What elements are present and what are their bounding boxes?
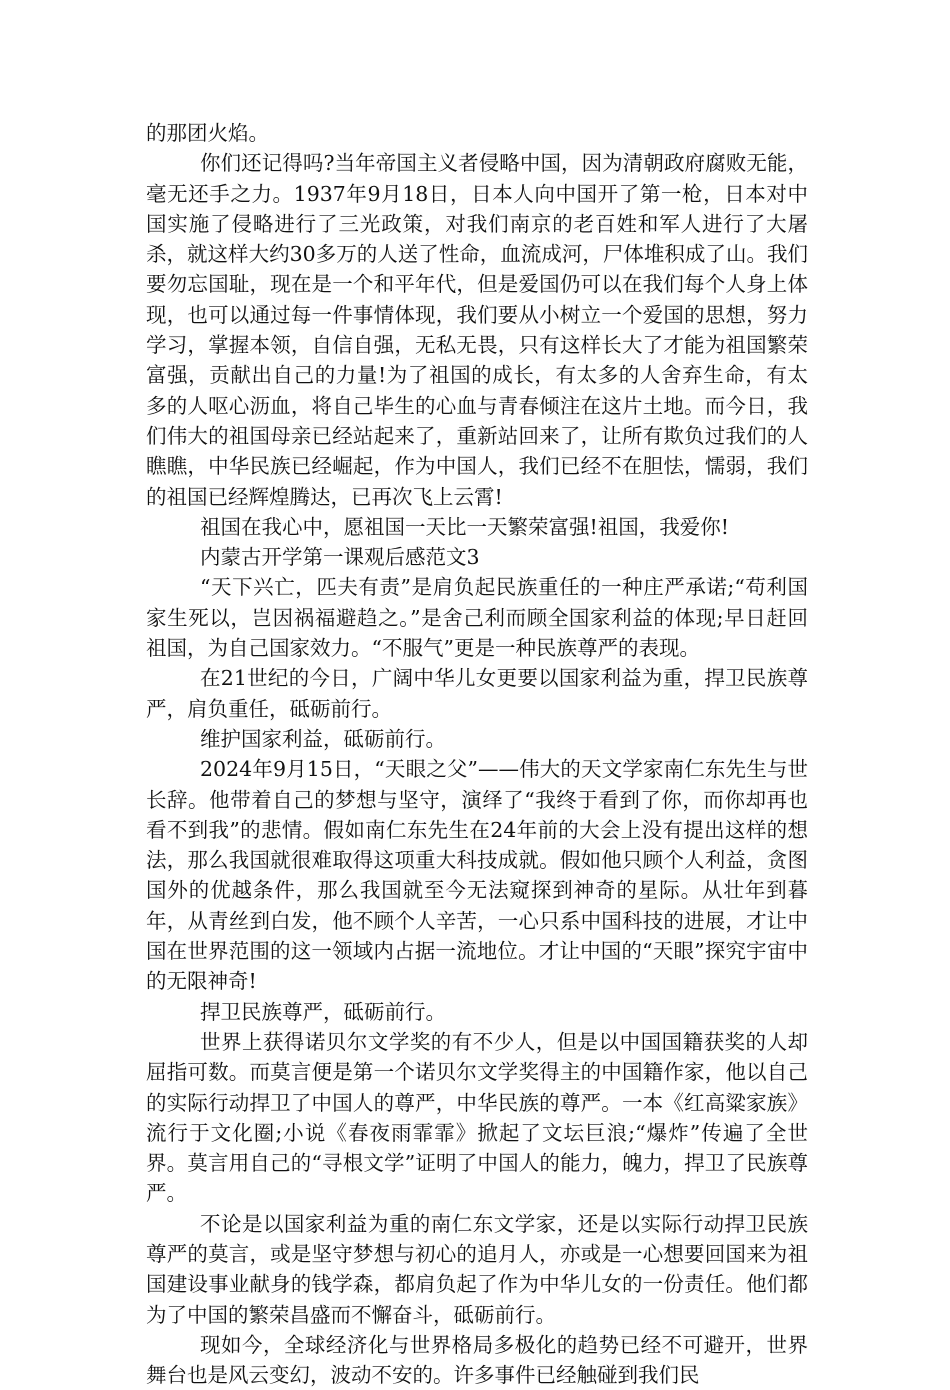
paragraph: 世界上获得诺贝尔文学奖的有不少人，但是以中国国籍获奖的人却屈指可数。而莫言便是第一个诺贝尔文学奖得主的中国籍作家，他以自己的实际行动捍卫了中国人的尊严，中华民族的尊严。一本《红高粱家族》流行于文化圈;小说《春夜雨霏霏》掀起了文坛巨浪;“爆炸”传遍了全世界。莫言用自己的“寻根文学”证明了中国人的能力，魄力，捍卫了民族尊严。 xyxy=(146,1029,808,1206)
paragraph: 祖国在我心中，愿祖国一天比一天繁荣富强!祖国，我爱你! xyxy=(200,514,729,539)
paragraph: 在21世纪的今日，广阔中华儿女更要以国家利益为重，捍卫民族尊严，肩负重任，砥砺前行。 xyxy=(146,666,808,721)
paragraph: 2024年9月15日，“天眼之父”——伟大的天文学家南仁东先生与世长辞。他带着自己的梦想与坚守，演绎了“我终于看到了你，而你却再也看不到我”的悲情。假如南仁东先生在24年前的大会上没有提出这样的想法，那么我国就很难取得这项重大科技成就。假如他只顾个人利益，贪图国外的优越条件，那么我国就至今无法窥探到神奇的星际。从壮年到暮年，从青丝到白发，他不顾个人辛苦，一心只系中国科技的进展，才让中国在世界范围的这一领域内占据一流地位。才让中国的“天眼”探究宇宙中的无限神奇! xyxy=(146,757,808,994)
paragraph: 不论是以国家利益为重的南仁东文学家，还是以实际行动捍卫民族尊严的莫言，或是坚守梦想与初心的追月人，亦或是一心想要回国来为祖国建设事业献身的钱学森，都肩负起了作为中华儿女的一份责任。他们都为了中国的繁荣昌盛而不懈奋斗，砥砺前行。 xyxy=(146,1211,808,1327)
paragraph: “天下兴亡，匹夫有责”是肩负起民族重任的一种庄严承诺;“苟利国家生死以，岂因祸福避趋之。”是舍己利而顾全国家利益的体现;早日赶回祖国，为自己国家效力。“不服气”更是一种民族尊严的表现。 xyxy=(146,575,808,661)
paragraph: 现如今，全球经济化与世界格局多极化的趋势已经不可避开，世界舞台也是风云变幻，波动不安的。许多事件已经触碰到我们民 xyxy=(146,1332,808,1388)
document-body xyxy=(146,118,808,1390)
section-heading: 内蒙古开学第一课观后感范文3 xyxy=(200,545,480,570)
paragraph: 的那团火焰。 xyxy=(146,121,269,145)
subheading: 捍卫民族尊严，砥砺前行。 xyxy=(200,999,446,1024)
paragraph: 你们还记得吗?当年帝国主义者侵略中国，因为清朝政府腐败无能，毫无还手之力。1937年9月18日，日本人向中国开了第一枪，日本对中国实施了侵略进行了三光政策，对我们南京的老百姓和军人进行了大屠杀，就这样大约30多万的人送了性命，血流成河，尸体堆积成了山。我们要勿忘国耻，现在是一个和平年代，但是爱国仍可以在我们每个人身上体现，也可以通过每一件事情体现，我们要从小树立一个爱国的思想，努力学习，掌握本领，自信自强，无私无畏，只有这样长大了才能为祖国繁荣富强，贡献出自己的力量!为了祖国的成长，有太多的人舍弃生命，有太多的人呕心沥血，将自己毕生的心血与青春倾注在这片土地。而今日，我们伟大的祖国母亲已经站起来了，重新站回来了，让所有欺负过我们的人瞧瞧，中华民族已经崛起，作为中国人，我们已经不在胆怯，懦弱，我们的祖国已经辉煌腾达，已再次飞上云霄! xyxy=(146,151,808,509)
subheading: 维护国家利益，砥砺前行。 xyxy=(200,726,446,751)
